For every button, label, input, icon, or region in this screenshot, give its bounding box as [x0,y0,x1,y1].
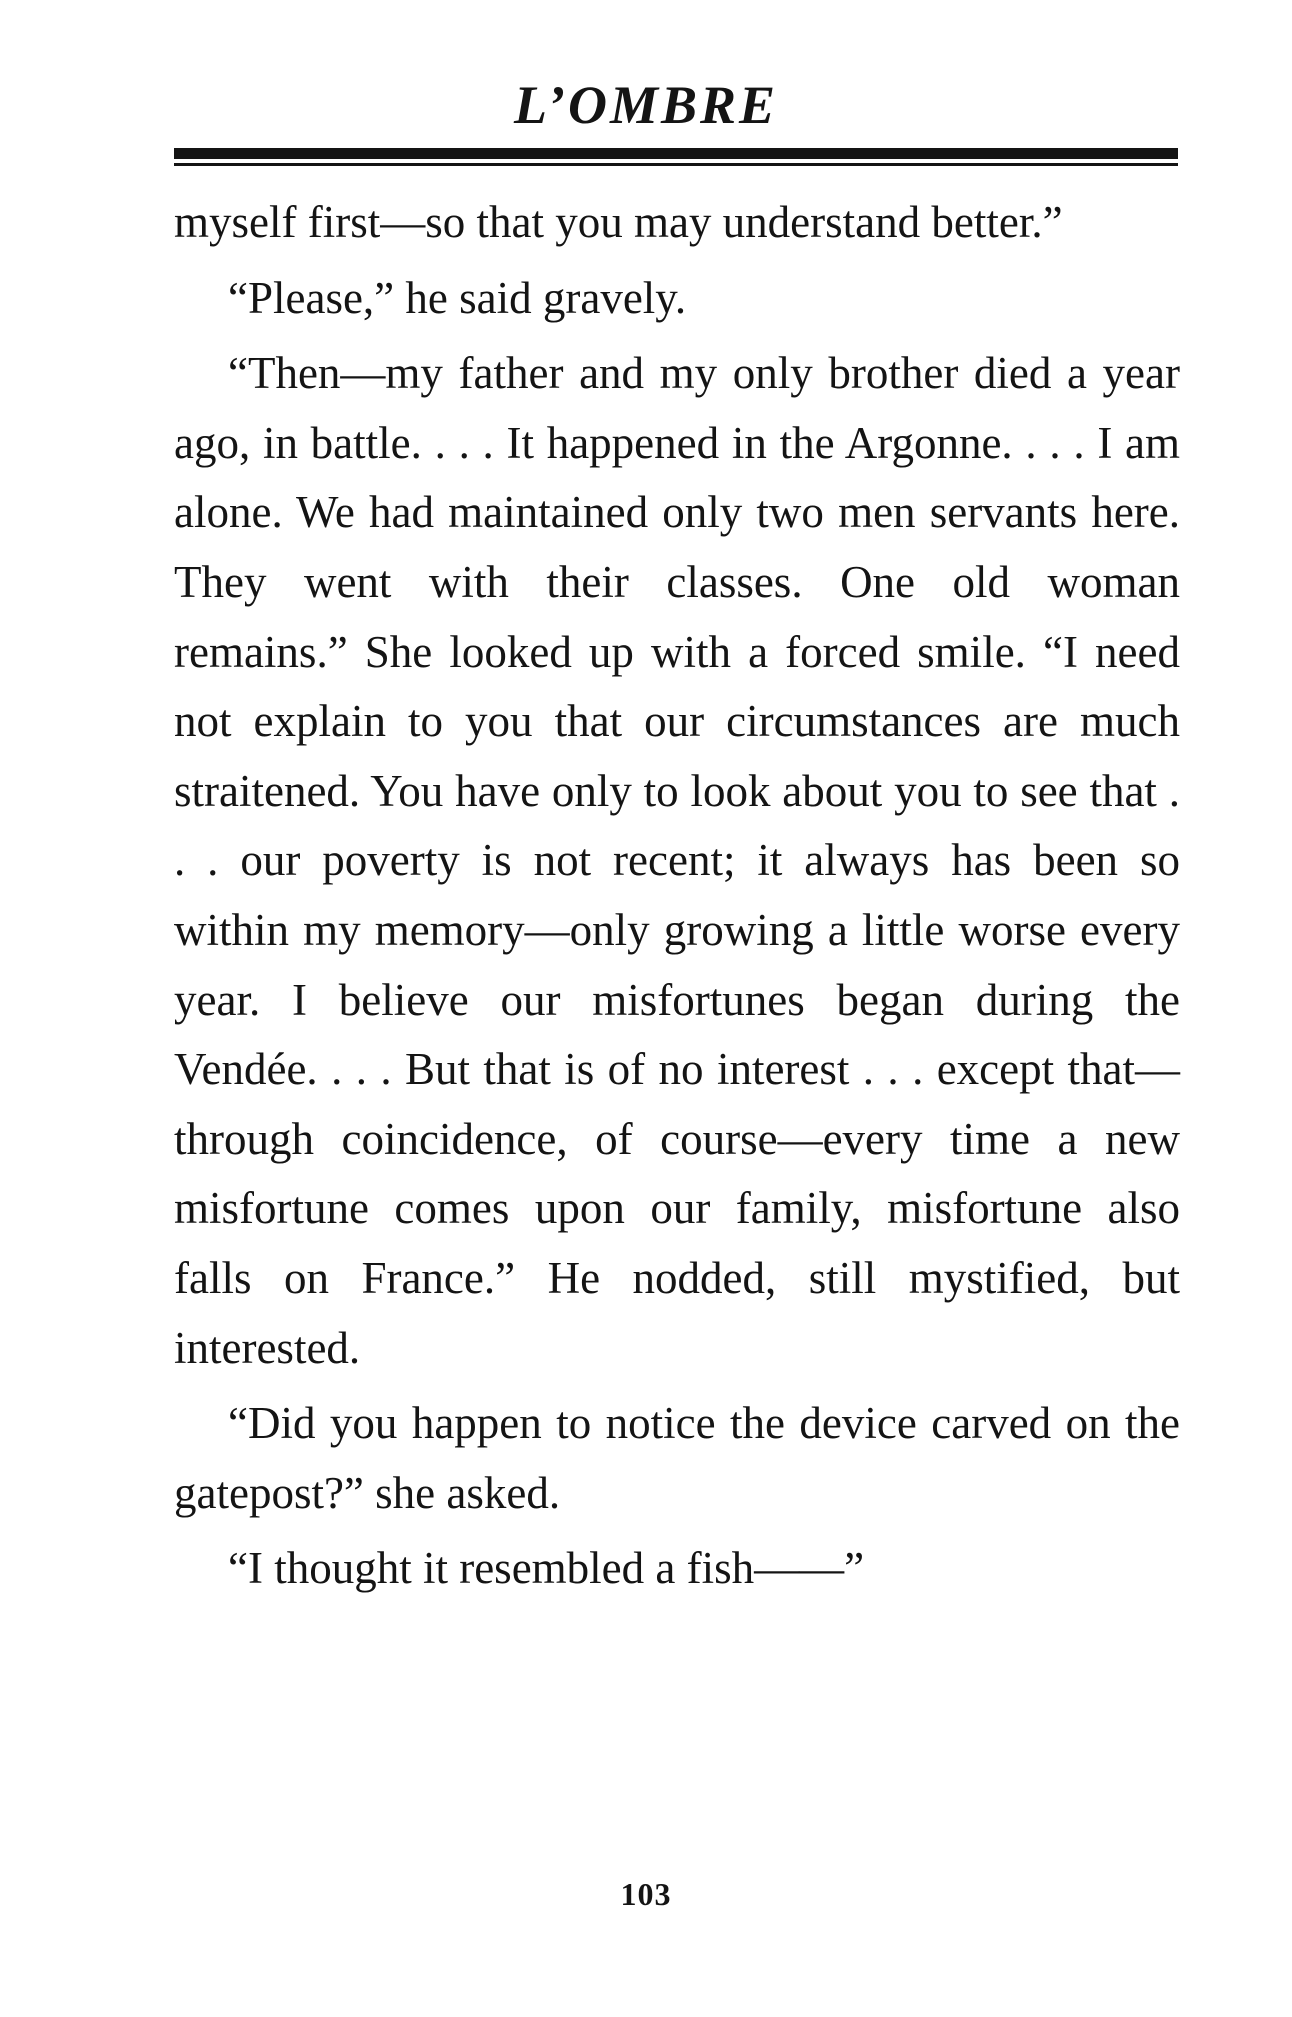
paragraph: “Did you happen to notice the device carved on the gatepost?” she asked. [174,1398,1180,1518]
header-rule-thick [174,148,1178,159]
paragraph-continued: myself first—so that you may understand better.” [174,197,1063,247]
running-header-title: L’OMBRE [513,75,779,135]
body-text [174,188,1180,1604]
page-number: 103 [620,1876,672,1912]
paragraph: “Then—my father and my only brother died a year ago, in battle. . . . It happened in the Argonne. . . . I am alone. We had maintained only two men servants here. They went with their classes. One old woman remains.” She looked up with a forced smile. “I need not explain to you that our circumstances are much straitened. You have only to look about you to see that . . . our poverty is not recent; it always has been so within my memory—only growing a little worse every year. I believe our misfortunes began during the Vendée. . . . But that is of no interest . . . except that—through coincidence, of course—every time a new misfortune comes upon our family, misfortune also falls on France.” He nodded, still mystified, but interested. [174,348,1180,1373]
paragraph: “Please,” he said gravely. [228,272,687,323]
header-rule-thin [174,163,1178,166]
paragraph: “I thought it resembled a fish——” [228,1543,865,1594]
